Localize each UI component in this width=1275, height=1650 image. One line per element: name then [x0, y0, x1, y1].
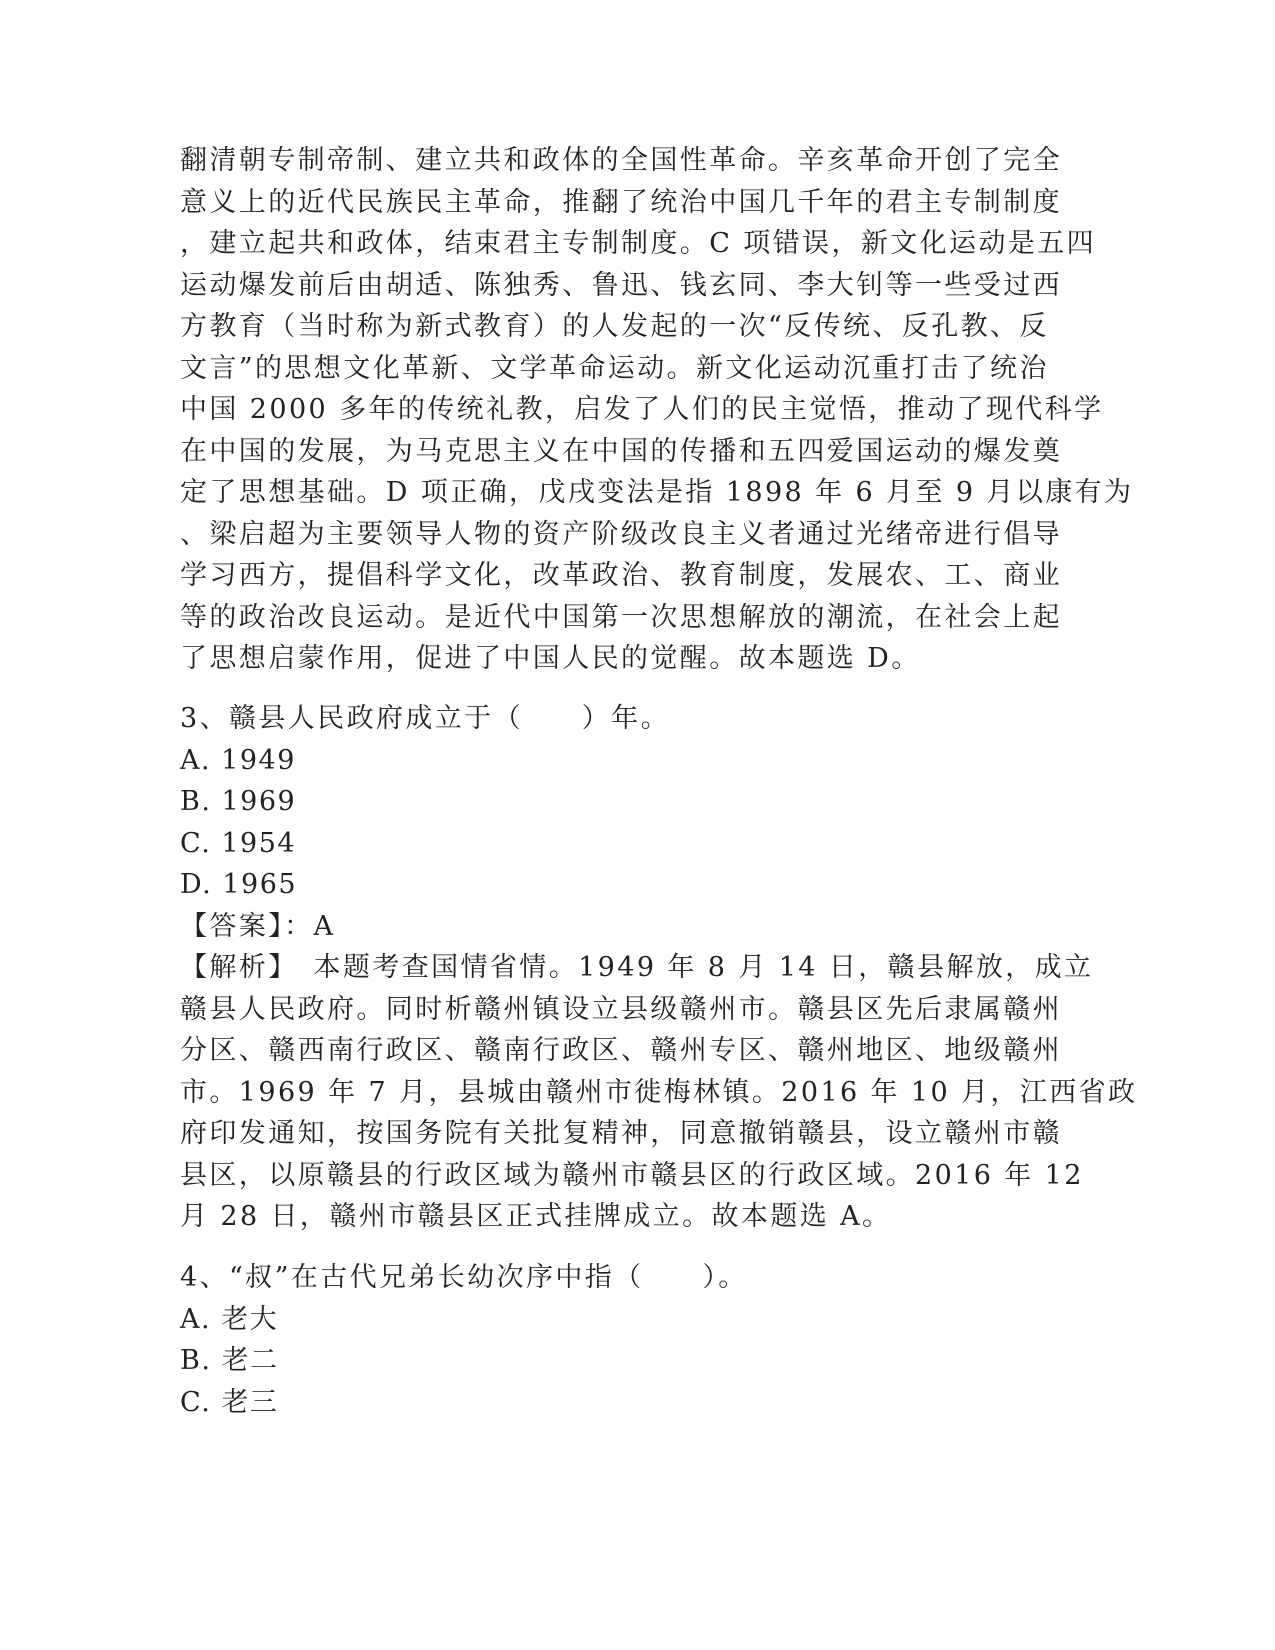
- explanation-line: 、梁启超为主要领导人物的资产阶级改良主义者通过光绪帝进行倡导: [180, 518, 1062, 550]
- explanation-line: 了思想启蒙作用，促进了中国人民的觉醒。故本题选 D。: [180, 643, 921, 674]
- explanation-line: 运动爆发前后由胡适、陈独秀、鲁迅、钱玄同、李大钊等一些受过西: [180, 269, 1062, 301]
- explanation-line: 等的政治改良运动。是近代中国第一次思想解放的潮流，在社会上起: [180, 601, 1062, 633]
- explanation-line: 定了思想基础。D 项正确，戊戌变法是指 1898 年 6 月至 9 月以康有为: [180, 477, 1134, 508]
- explanation-line: 在中国的发展，为马克思主义在中国的传播和五四爱国运动的爆发奠: [180, 435, 1062, 467]
- analysis-line: 月 28 日，赣州市赣县区正式挂牌成立。故本题选 A。: [180, 1201, 892, 1232]
- explanation-line: 学习西方，提倡科学文化，改革政治、教育制度，发展农、工、商业: [180, 560, 1062, 591]
- answer-line: 【答案】：A: [180, 910, 336, 942]
- option-b: B. 1969: [180, 786, 297, 817]
- question-4: [180, 1257, 1080, 1423]
- option-d: D. 1965: [180, 869, 298, 900]
- analysis-line: 赣县人民政府。同时析赣州镇设立县级赣州市。赣县区先后隶属赣州: [180, 993, 1062, 1025]
- analysis-line: 府印发通知，按国务院有关批复精神，同意撤销赣县，设立赣州市赣: [180, 1118, 1062, 1149]
- option-a: A. 1949: [180, 744, 296, 776]
- option-c: C. 老三: [180, 1386, 279, 1418]
- analysis-line: 县区，以原赣县的行政区域为赣州市赣县区的行政区域。2016 年 12: [180, 1159, 1084, 1191]
- option-b: B. 老二: [180, 1345, 279, 1376]
- explanation-line: ，建立起共和政体，结束君主专制制度。C 项错误，新文化运动是五四: [180, 228, 1097, 259]
- analysis-line: 市。1969 年 7 月，县城由赣州市徙梅林镇。2016 年 10 月，江西省政: [180, 1076, 1138, 1108]
- option-c: C. 1954: [180, 827, 297, 859]
- analysis-line: 【解析】 本题考查国情省情。1949 年 8 月 14 日，赣县解放，成立: [180, 952, 1094, 983]
- question-3: [180, 698, 1138, 1238]
- question-stem: 3、赣县人民政府成立于（ ）年。: [180, 703, 670, 734]
- explanation-line: 翻清朝专制帝制、建立共和政体的全国性革命。辛亥革命开创了完全: [180, 145, 1062, 176]
- previous-explanation: [180, 140, 1134, 680]
- option-a: A. 老大: [180, 1303, 279, 1335]
- explanation-line: 文言”的思想文化革新、文学革命运动。新文化运动沉重打击了统治: [180, 352, 1049, 384]
- explanation-line: 中国 2000 多年的传统礼教，启发了人们的民主觉悟，推动了现代科学: [180, 394, 1104, 425]
- analysis-line: 分区、赣西南行政区、赣南行政区、赣州专区、赣州地区、地级赣州: [180, 1035, 1062, 1066]
- explanation-line: 意义上的近代民族民主革命，推翻了统治中国几千年的君主专制制度: [180, 186, 1062, 218]
- explanation-line: 方教育（当时称为新式教育）的人发起的一次“反传统、反孔教、反: [180, 311, 1049, 342]
- question-stem: 4、“叔”在古代兄弟长幼次序中指（ ）。: [180, 1262, 748, 1293]
